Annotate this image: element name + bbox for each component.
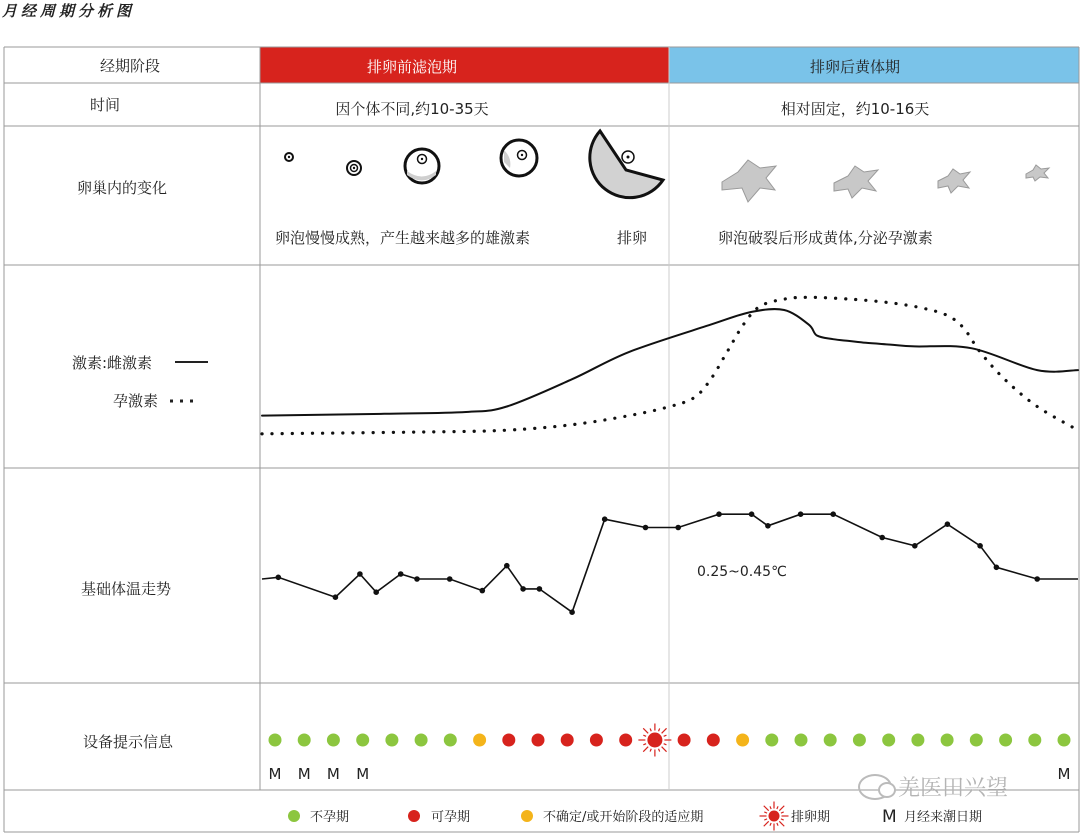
bbt-point	[504, 563, 510, 569]
ovulating-follicle-icon	[590, 131, 663, 198]
luteal-ovary-text: 卵泡破裂后形成黄体,分泌孕激素	[718, 229, 933, 247]
row-label-device: 设备提示信息	[82, 733, 174, 751]
bbt-point	[765, 523, 771, 529]
bbt-point	[333, 594, 339, 600]
legend-uncertain-label: 不确定/或开始阶段的适应期	[543, 810, 704, 825]
bbt-point	[357, 571, 363, 577]
legend-fertile-label: 可孕期	[431, 810, 471, 825]
wechat-icon	[858, 774, 892, 800]
bbt-point	[602, 516, 608, 522]
follicle-large-icon	[501, 140, 537, 176]
bbt-point	[373, 589, 379, 595]
bbt-point	[675, 525, 681, 531]
row-label-estrogen: 激素:雌激素	[72, 354, 153, 372]
corpus-luteum-tiny-icon	[1026, 165, 1049, 181]
period-mark: M	[268, 765, 282, 783]
period-mark: M	[297, 765, 311, 783]
not-fertile-dot	[824, 734, 837, 747]
not-fertile-dot	[765, 734, 778, 747]
table-grid	[4, 47, 1079, 832]
fertile-dot	[707, 734, 720, 747]
legend-ovulation-burst	[760, 802, 789, 831]
watermark-text: 羌医田兴望	[898, 776, 1009, 801]
follicle-small-icon	[285, 153, 293, 161]
not-fertile-dot	[795, 734, 808, 747]
bbt-point	[398, 571, 404, 577]
bbt-point	[643, 525, 649, 531]
legend-period-mark: M	[882, 807, 897, 827]
fertile-dot	[502, 734, 515, 747]
follicular-duration: 因个体不同,约10-35天	[335, 100, 489, 118]
uncertain-dot	[473, 734, 486, 747]
bbt-point	[879, 535, 885, 541]
ovulation-dot-icon	[638, 724, 671, 757]
not-fertile-dot	[970, 734, 983, 747]
legend-not-fertile-label: 不孕期	[310, 810, 350, 825]
not-fertile-dot	[911, 734, 924, 747]
not-fertile-dot	[356, 734, 369, 747]
row-label-ovary: 卵巢内的变化	[76, 179, 168, 197]
legend	[288, 802, 982, 831]
corpus-luteum-stages	[722, 160, 1049, 202]
follicular-header-band	[260, 47, 669, 83]
bbt-point	[945, 521, 951, 527]
legend-not-fertile-dot	[288, 810, 300, 822]
follicle-medium-icon	[405, 149, 439, 183]
hormone-chart	[262, 297, 1078, 434]
bbt-point	[569, 609, 575, 615]
fertile-dot	[532, 734, 545, 747]
fertile-dot	[590, 734, 603, 747]
not-fertile-dot	[1058, 734, 1071, 747]
luteal-duration: 相对固定，约10-16天	[780, 100, 930, 118]
follicular-phase-title: 排卵前滤泡期	[366, 58, 458, 76]
fertile-dot	[678, 734, 691, 747]
follicle-stages	[285, 131, 663, 198]
bbt-point	[977, 543, 983, 549]
not-fertile-dot	[385, 734, 398, 747]
uncertain-dot	[736, 734, 749, 747]
bbt-point	[480, 588, 486, 594]
bbt-point	[798, 511, 804, 517]
temperature-rise-label: 0.25~0.45℃	[697, 564, 787, 580]
row-label-bbt: 基础体温走势	[80, 580, 172, 598]
not-fertile-dot	[999, 734, 1012, 747]
bbt-point	[520, 586, 526, 592]
corpus-luteum-small-icon	[938, 169, 970, 193]
follicular-ovary-text: 卵泡慢慢成熟，产生越来越多的雄激素	[275, 229, 531, 247]
bbt-point	[276, 575, 282, 581]
corpus-luteum-large-icon	[722, 160, 776, 202]
bbt-point	[749, 511, 755, 517]
bbt-point	[447, 576, 453, 582]
bbt-line	[262, 514, 1078, 612]
not-fertile-dot	[941, 734, 954, 747]
bbt-point	[716, 511, 722, 517]
bbt-point	[830, 511, 836, 517]
row-label-time: 时间	[89, 96, 121, 114]
fertile-dot	[561, 734, 574, 747]
period-mark: M	[1057, 765, 1071, 783]
not-fertile-dot	[1028, 734, 1041, 747]
period-mark: M	[356, 765, 370, 783]
legend-ovulation-icon	[760, 802, 789, 831]
bbt-chart	[262, 511, 1078, 615]
not-fertile-dot	[415, 734, 428, 747]
corpus-luteum-medium-icon	[834, 166, 878, 198]
not-fertile-dot	[269, 734, 282, 747]
not-fertile-dot	[882, 734, 895, 747]
legend-fertile-dot	[408, 810, 420, 822]
bbt-point	[537, 586, 543, 592]
not-fertile-dot	[444, 734, 457, 747]
not-fertile-dot	[853, 734, 866, 747]
ovulation-text: 排卵	[617, 229, 648, 247]
legend-ovulation-label: 排卵期	[791, 810, 831, 825]
luteal-phase-title: 排卵后黄体期	[809, 58, 901, 76]
bbt-point	[1034, 576, 1040, 582]
bbt-point	[912, 543, 918, 549]
not-fertile-dot	[298, 734, 311, 747]
bbt-point	[414, 576, 420, 582]
not-fertile-dot	[327, 734, 340, 747]
page-title: 月经周期分析图	[2, 2, 136, 20]
estrogen-curve	[262, 309, 1078, 416]
row-label-progesterone: 孕激素	[113, 392, 159, 410]
legend-period-label: 月经来潮日期	[904, 810, 983, 825]
bbt-point	[994, 565, 1000, 571]
watermark	[858, 771, 1008, 802]
legend-uncertain-dot	[521, 810, 533, 822]
period-mark: M	[326, 765, 340, 783]
row-label-phase: 经期阶段	[99, 57, 161, 75]
fertile-dot	[619, 734, 632, 747]
follicle-growing-icon	[347, 161, 361, 175]
